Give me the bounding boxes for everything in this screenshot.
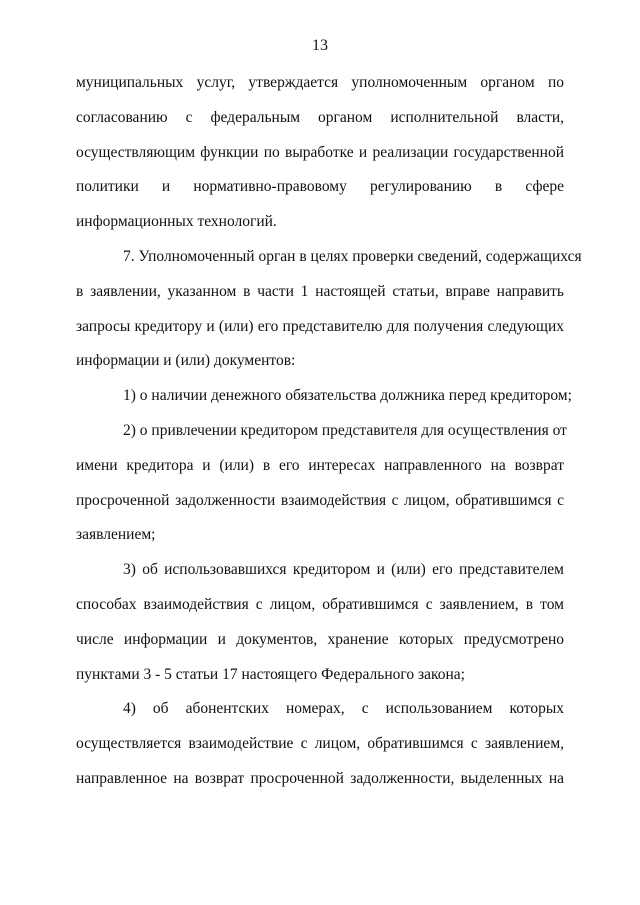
text-line: согласованию с федеральным органом исполнительной власти, <box>76 108 564 126</box>
text-line: запросы кредитору и (или) его представителю для получения следующих <box>76 317 564 335</box>
text-line: имени кредитора и (или) в его интересах направленного на возврат <box>76 456 564 474</box>
text-line: в заявлении, указанном в части 1 настоящей статьи, вправе направить <box>76 282 564 300</box>
text-line: осуществляющим функции по выработке и реализации государственной <box>76 143 564 161</box>
text-line: муниципальных услуг, утверждается уполномоченным органом по <box>76 74 564 91</box>
text-line: заявлением; <box>76 526 156 544</box>
paragraph <box>76 240 582 379</box>
paragraph <box>76 66 564 240</box>
paragraph <box>76 553 564 692</box>
text-line: осуществляется взаимодействие с лицом, обратившимся с заявлением, <box>76 735 564 753</box>
paragraph <box>76 414 567 553</box>
text-line: 4) об абонентских номерах, с использованием которых <box>123 700 564 718</box>
paragraph <box>76 379 572 414</box>
document-body <box>76 66 582 797</box>
text-line: 7. Уполномоченный орган в целях проверки сведений, содержащихся <box>123 247 582 265</box>
text-line: политики и нормативно-правовому регулированию в сфере <box>76 178 564 196</box>
text-line: числе информации и документов, хранение которых предусмотрено <box>76 630 564 648</box>
text-line: способах взаимодействия с лицом, обратившимся с заявлением, в том <box>76 595 564 613</box>
text-line: просроченной задолженности взаимодействия с лицом, обратившимся с <box>76 491 564 509</box>
paragraph <box>76 692 564 796</box>
text-line: направленное на возврат просроченной задолженности, выделенных на <box>76 769 564 787</box>
text-line: 3) об использовавшихся кредитором и (или) его представителем <box>123 561 564 579</box>
text-line: пунктами 3 - 5 статьи 17 настоящего Федерального закона; <box>76 665 465 683</box>
text-line: 1) о наличии денежного обязательства должника перед кредитором; <box>123 387 572 405</box>
page-number: 13 <box>312 37 328 54</box>
text-line: информации и (или) документов: <box>76 352 296 370</box>
text-line: 2) о привлечении кредитором представителя для осуществления от <box>123 421 567 439</box>
text-line: информационных технологий. <box>76 213 277 231</box>
